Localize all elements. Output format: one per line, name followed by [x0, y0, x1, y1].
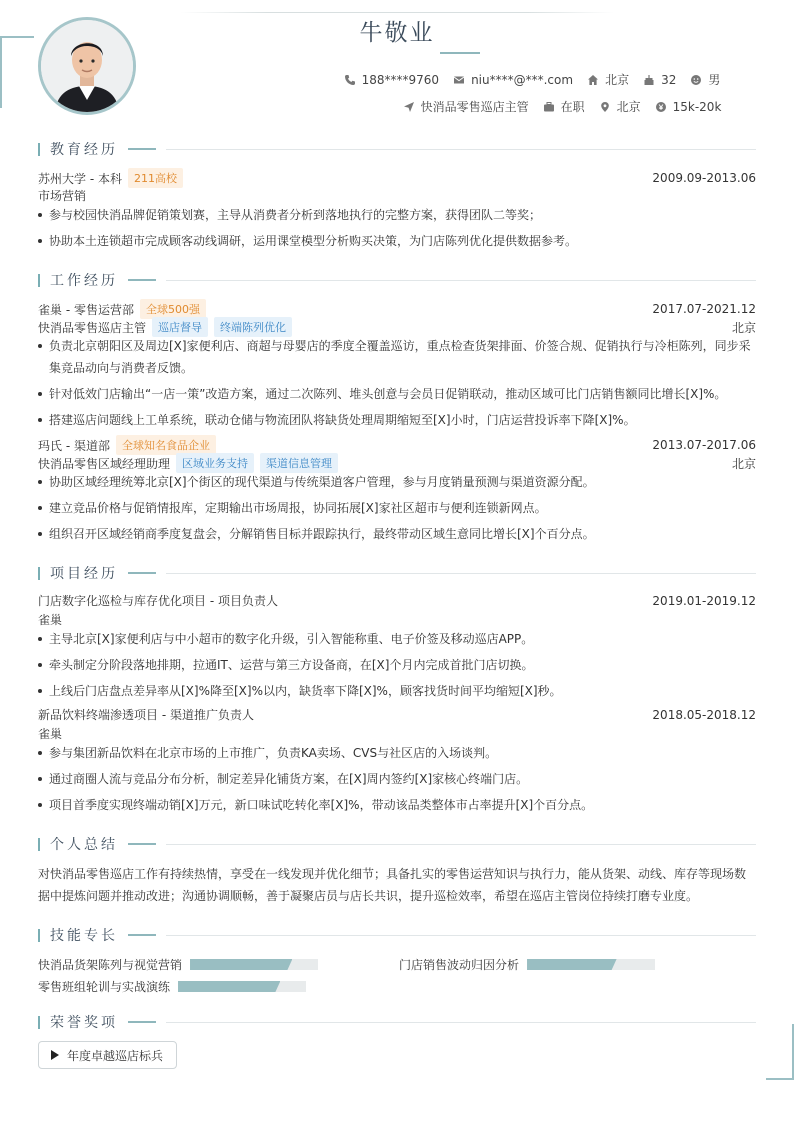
work-bullet: 针对低效门店输出“一店一策”改造方案，通过二次陈列、堆头创意与会员日促销联动，推动区域可比门店销售额同比增长[X]%。 [38, 383, 756, 405]
project-bullet: 参与集团新品饮料在北京市场的上市推广，负责KA卖场、CVS与社区店的入场谈判。 [38, 742, 756, 764]
project-bullet: 上线后门店盘点差异率从[X]%降至[X]%以内，缺货率下降[X]%，顾客找货时间平均缩短[X]秒。 [38, 680, 756, 702]
skill-bar-fill [178, 981, 280, 992]
project-name: 新品饮料终端渗透项目 - 渠道推广负责人 [38, 708, 254, 722]
email-item [453, 73, 573, 87]
project-bullet: 主导北京[X]家便利店与中小超市的数字化升级，引入智能称重、电子价签及移动巡店APP。 [38, 628, 756, 650]
gender-text: 男 [708, 73, 721, 87]
section-title-summary: 个人总结 [50, 837, 118, 853]
section-title-skills: 技能专长 [50, 928, 118, 944]
school-name: 苏州大学 - 本科 [38, 171, 122, 186]
job-target-text: 快消品零售巡店主管 [420, 100, 529, 114]
section-title-project: 项目经历 [50, 566, 118, 582]
skill-name: 零售班组轮训与实战演练 [38, 980, 171, 994]
top-divider [180, 12, 614, 13]
section-title-honors: 荣誉奖项 [50, 1015, 118, 1031]
work-bullet: 协助区域经理统筹北京[X]个街区的现代渠道与传统渠道客户管理，参与月度销量预测与渠道资源分配。 [38, 471, 756, 493]
education-date: 2009.09-2013.06 [652, 171, 756, 185]
education-major: 市场营销 [38, 189, 87, 203]
project-bullet: 牵头制定分阶段落地排期，拉通IT、运营与第三方设备商，在[X]个月内完成首批门店切换。 [38, 654, 756, 676]
education-header [38, 168, 756, 188]
phone-text: 188****9760 [361, 72, 440, 87]
work-bullet-continuation: 集竞品动向与消费者反馈。 [49, 361, 194, 375]
summary-text: 对快消品零售巡店工作有持续热情，享受在一线发现并优化细节；具备扎实的零售运营知识与执行力，能从货架、动线、库存等现场数据中提炼问题并推动改进；沟通协调顺畅，善于凝聚店员与店长共识，提升巡检效率，希望在巡店主管岗位持续打磨专业度。 [38, 867, 747, 903]
project-org: 雀巢 [38, 613, 63, 627]
salary-text: 15k-20k [672, 99, 722, 114]
cake-icon [643, 74, 655, 86]
location-pin-icon [599, 101, 611, 113]
face-icon [690, 74, 702, 86]
email-text: niu****@***.com [471, 72, 574, 87]
city-text: 北京 [605, 73, 630, 87]
education-bullet: 参与校园快消品牌促销策划赛，主导从消费者分析到落地执行的完整方案，获得团队二等奖； [38, 204, 756, 226]
age-item [643, 73, 676, 87]
education-bullet: 协助本土连锁超市完成顾客动线调研，运用课堂模型分析购买决策，为门店陈列优化提供数据参考。 [38, 230, 756, 252]
work-bullet: 建立竞品价格与促销情报库，定期输出市场周报，协同拓展[X]家社区超市与便利连锁新网点。 [38, 497, 756, 519]
briefcase-icon [543, 101, 555, 113]
section-summary [38, 834, 756, 854]
city-item [587, 71, 629, 88]
project-date: 2018.05-2018.12 [652, 707, 756, 722]
work-bullet: 组织召开区域经销商季度复盘会，分解销售目标并跟踪执行，最终带动区域生意同比增长[X]个百分点。 [38, 523, 756, 545]
target-city-item [599, 98, 641, 115]
project-bullet: 通过商圈人流与竞品分布分析，制定差异化铺货方案，在[X]周内签约[X]家核心终端门店。 [38, 768, 756, 790]
candidate-name: 牛敬业 [359, 20, 435, 46]
project-name: 门店数字化巡检与库存优化项目 - 项目负责人 [38, 594, 278, 608]
award-badge [38, 1041, 177, 1069]
skill-name: 快消品货架陈列与视觉营销 [38, 958, 183, 972]
age-text: 32 [661, 72, 677, 87]
award-text: 年度卓越巡店标兵 [67, 1048, 164, 1063]
skill-item [399, 956, 655, 973]
job-target-item [403, 98, 529, 115]
work-bullet: 搭建巡店问题线上工单系统，联动仓储与物流团队将缺货处理周期缩短至[X]小时，门店运营投诉率下降[X]%。 [38, 409, 756, 431]
skill-bar [527, 959, 655, 970]
project-date: 2019.01-2019.12 [652, 593, 756, 608]
corner-decoration-bottom-right [766, 1024, 794, 1080]
role-tag: 区域业务支持 [176, 453, 254, 473]
skill-item [38, 978, 306, 995]
work-date: 2013.07-2017.06 [652, 438, 756, 452]
role-tag: 巡店督导 [152, 317, 208, 337]
name-underline [440, 52, 480, 54]
section-honors [38, 1012, 756, 1032]
company-name: 雀巢 - 零售运营部 [38, 302, 134, 317]
section-title-education: 教育经历 [50, 142, 118, 158]
contact-info-row [140, 71, 794, 88]
work-date: 2017.07-2021.12 [652, 302, 756, 316]
work-header [38, 299, 756, 319]
money-icon [655, 101, 667, 113]
project-header [38, 706, 756, 723]
skill-name: 门店销售波动归因分析 [399, 958, 520, 972]
role-tag: 渠道信息管理 [260, 453, 338, 473]
salary-item [655, 100, 722, 114]
status-item [543, 98, 585, 115]
send-icon [403, 101, 415, 113]
skill-bar [190, 959, 318, 970]
phone-icon [344, 74, 356, 86]
skill-item [38, 956, 318, 973]
company-tag: 全球知名食品企业 [116, 435, 216, 455]
school-tag: 211高校 [128, 168, 183, 188]
work-header [38, 435, 756, 455]
skill-bar-fill [190, 959, 292, 970]
gender-item [690, 71, 720, 88]
section-work [38, 270, 756, 290]
section-title-work: 工作经历 [50, 273, 118, 289]
work-role-row [38, 453, 756, 473]
work-location: 北京 [731, 456, 756, 471]
skill-bar [178, 981, 306, 992]
home-icon [587, 74, 599, 86]
company-name: 玛氏 - 渠道部 [38, 438, 110, 453]
job-title: 快消品零售区域经理助理 [38, 456, 171, 471]
section-skills [38, 925, 756, 945]
target-city-text: 北京 [616, 100, 641, 114]
section-project [38, 563, 756, 583]
work-role-row [38, 317, 756, 337]
work-bullet: 负责北京朝阳区及周边[X]家便利店、商超与母婴店的季度全覆盖巡访，重点检查货架排面、价签合规、促销执行与冷柜陈列，同步采 [38, 335, 756, 357]
status-text: 在职 [560, 100, 585, 114]
play-triangle-icon [51, 1050, 59, 1060]
mail-icon [453, 74, 465, 86]
project-org: 雀巢 [38, 727, 63, 741]
role-tag: 终端陈列优化 [214, 317, 292, 337]
project-header [38, 592, 756, 609]
section-education [38, 139, 756, 159]
job-intent-row [140, 98, 794, 115]
work-location: 北京 [731, 320, 756, 335]
company-tag: 全球500强 [140, 299, 206, 319]
project-bullet: 项目首季度实现终端动销[X]万元，新口味试吃转化率[X]%，带动该品类整体市占率提升[X]个百分点。 [38, 794, 756, 816]
skill-bar-fill [527, 959, 617, 970]
job-title: 快消品零售巡店主管 [38, 320, 147, 335]
phone-item [344, 73, 439, 87]
